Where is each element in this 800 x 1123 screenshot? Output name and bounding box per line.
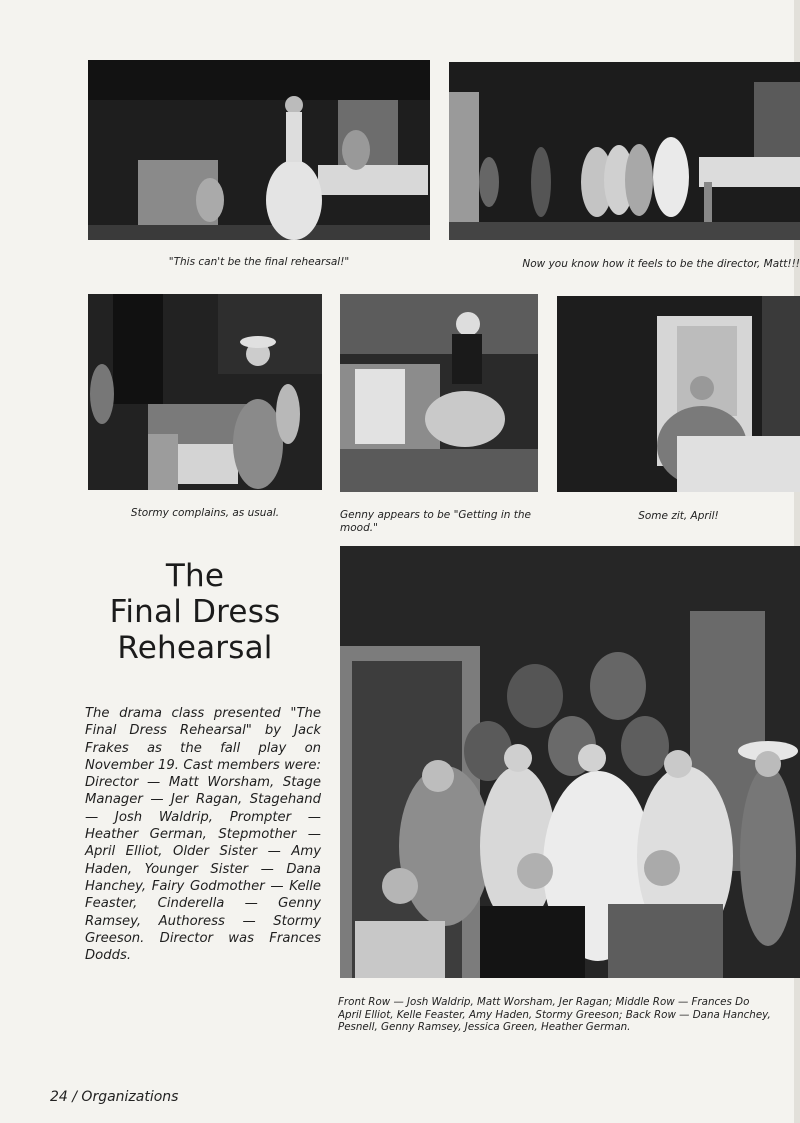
group-photo bbox=[340, 546, 800, 978]
title-line-2: Final Dress bbox=[109, 594, 281, 630]
title-line-1: The bbox=[165, 558, 225, 594]
photo-stormy bbox=[88, 294, 322, 490]
photo-stage-rehearsal-2 bbox=[449, 62, 800, 240]
photo-caption-5: Some zit, April! bbox=[638, 510, 719, 522]
article-body: The drama class presented "The Final Dress Rehearsal" by Jack Frakes as the fall play on November 19. Cast members were: Director — Matt Worsham, Stage Manager — Jer Ragan, Stagehand — Josh Waldrip, Prompter — Heather German, Stepmother — April Elliot, Older Sister — Amy Haden, Younger Sister — Dana Hanchey, Fairy Godmother — Kelle Feaster, Cinderella — Genny Ramsey, Authoress — Stormy Greeson. Director was Frances Dodds. bbox=[85, 706, 321, 964]
photo-april bbox=[557, 296, 800, 492]
group-photo-caption bbox=[338, 996, 798, 1034]
photo-caption-4: Genny appears to be "Getting in the mood." bbox=[340, 509, 531, 534]
photo-caption-3: Stormy complains, as usual. bbox=[130, 507, 280, 519]
article-title bbox=[90, 558, 300, 666]
photo-stage-rehearsal-1 bbox=[88, 60, 430, 240]
photo-genny bbox=[340, 294, 538, 492]
group-caption-line-1: Front Row — Josh Waldrip, Matt Worsham, Jer Ragan; Middle Row — Frances Do bbox=[338, 996, 750, 1008]
group-caption-line-3: Pesnell, Genny Ramsey, Jessica Green, Heather German. bbox=[338, 1021, 631, 1034]
photo-caption-1: "This can't be the final rehearsal!" bbox=[168, 256, 350, 268]
page-folio: 24 / Organizations bbox=[50, 1089, 179, 1105]
title-line-3: Rehearsal bbox=[117, 630, 273, 666]
group-caption-line-2: April Elliot, Kelle Feaster, Amy Haden, Stormy Greeson; Back Row — Dana Hanchey, bbox=[338, 1008, 771, 1021]
photo-caption-2: Now you know how it feels to be the director, Matt!!! bbox=[522, 258, 800, 270]
